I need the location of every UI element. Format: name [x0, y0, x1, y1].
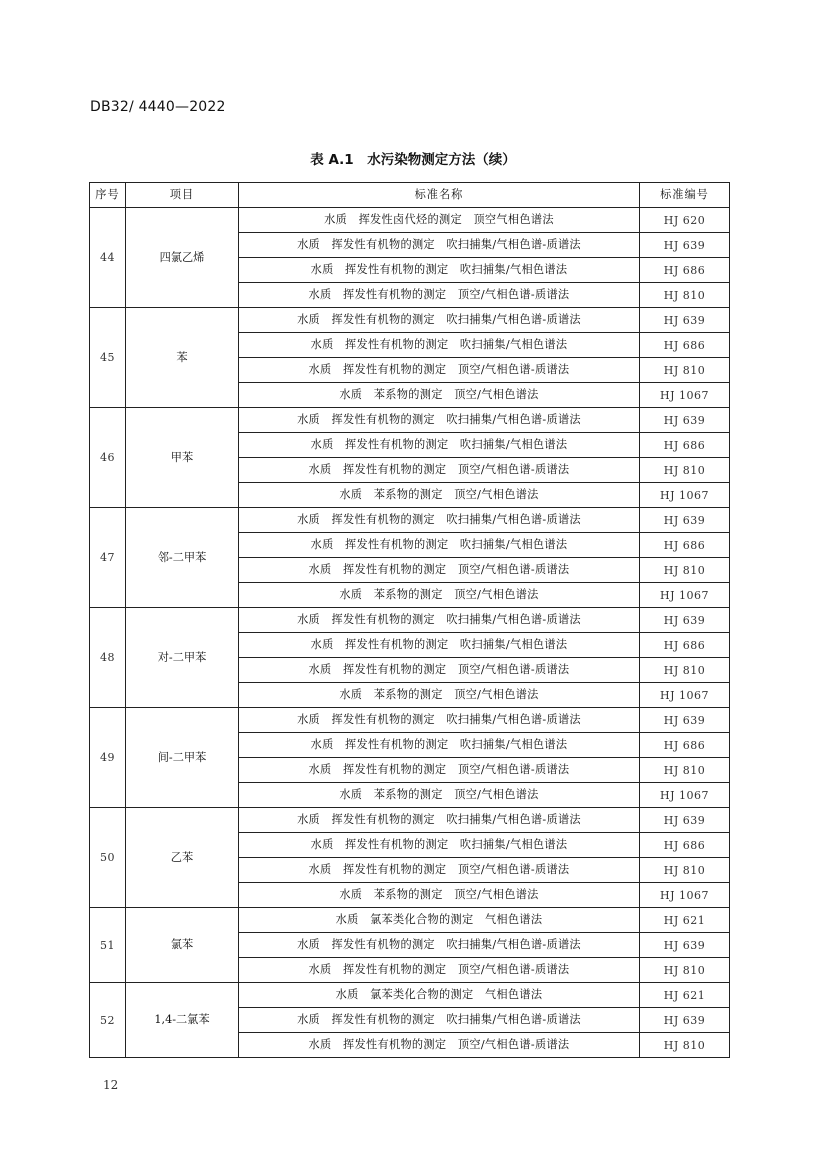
standard-code: HJ 1067 [640, 583, 730, 608]
row-number: 51 [90, 908, 126, 983]
standard-name: 水质 苯系物的测定 顶空/气相色谱法 [239, 483, 640, 508]
table-row [90, 208, 730, 233]
standard-code: HJ 810 [640, 558, 730, 583]
standard-name: 水质 挥发性有机物的测定 吹扫捕集/气相色谱-质谱法 [239, 508, 640, 533]
row-number: 49 [90, 708, 126, 808]
standard-code: HJ 810 [640, 458, 730, 483]
standards-table [89, 182, 730, 1058]
standard-name: 水质 挥发性有机物的测定 吹扫捕集/气相色谱法 [239, 333, 640, 358]
standard-name: 水质 挥发性有机物的测定 顶空/气相色谱-质谱法 [239, 458, 640, 483]
standard-code: HJ 810 [640, 1033, 730, 1058]
pollutant-item: 邻-二甲苯 [126, 508, 239, 608]
standard-name: 水质 挥发性有机物的测定 吹扫捕集/气相色谱-质谱法 [239, 608, 640, 633]
col-header-item: 项目 [126, 183, 239, 208]
standard-code: HJ 686 [640, 333, 730, 358]
page-number: 12 [103, 1078, 119, 1092]
standard-code: HJ 810 [640, 658, 730, 683]
row-number: 52 [90, 983, 126, 1058]
pollutant-item: 间-二甲苯 [126, 708, 239, 808]
standard-code: HJ 1067 [640, 683, 730, 708]
standard-code: HJ 686 [640, 258, 730, 283]
document-code: DB32/ 4440—2022 [90, 99, 226, 115]
standard-name: 水质 挥发性有机物的测定 顶空/气相色谱-质谱法 [239, 558, 640, 583]
standard-name: 水质 挥发性卤代烃的测定 顶空气相色谱法 [239, 208, 640, 233]
standard-code: HJ 1067 [640, 483, 730, 508]
standard-name: 水质 苯系物的测定 顶空/气相色谱法 [239, 583, 640, 608]
pollutant-item: 四氯乙烯 [126, 208, 239, 308]
standard-code: HJ 686 [640, 833, 730, 858]
standard-code: HJ 686 [640, 433, 730, 458]
standard-code: HJ 639 [640, 1008, 730, 1033]
table-row [90, 983, 730, 1008]
standard-name: 水质 苯系物的测定 顶空/气相色谱法 [239, 883, 640, 908]
col-header-standard-code: 标准编号 [640, 183, 730, 208]
standard-name: 水质 苯系物的测定 顶空/气相色谱法 [239, 783, 640, 808]
standard-code: HJ 810 [640, 283, 730, 308]
table-row [90, 708, 730, 733]
standard-name: 水质 挥发性有机物的测定 吹扫捕集/气相色谱法 [239, 733, 640, 758]
table-row [90, 508, 730, 533]
standard-name: 水质 挥发性有机物的测定 吹扫捕集/气相色谱法 [239, 433, 640, 458]
standard-code: HJ 639 [640, 933, 730, 958]
pollutant-item: 1,4-二氯苯 [126, 983, 239, 1058]
standard-code: HJ 686 [640, 733, 730, 758]
standard-code: HJ 639 [640, 408, 730, 433]
standard-code: HJ 639 [640, 308, 730, 333]
standard-name: 水质 氯苯类化合物的测定 气相色谱法 [239, 908, 640, 933]
standard-code: HJ 639 [640, 708, 730, 733]
standard-name: 水质 挥发性有机物的测定 吹扫捕集/气相色谱法 [239, 258, 640, 283]
standard-code: HJ 810 [640, 758, 730, 783]
standard-name: 水质 挥发性有机物的测定 吹扫捕集/气相色谱-质谱法 [239, 408, 640, 433]
col-header-standard-name: 标准名称 [239, 183, 640, 208]
standard-name: 水质 挥发性有机物的测定 顶空/气相色谱-质谱法 [239, 1033, 640, 1058]
standard-name: 水质 挥发性有机物的测定 顶空/气相色谱-质谱法 [239, 858, 640, 883]
standard-name: 水质 挥发性有机物的测定 吹扫捕集/气相色谱法 [239, 833, 640, 858]
standard-name: 水质 挥发性有机物的测定 吹扫捕集/气相色谱-质谱法 [239, 708, 640, 733]
standard-name: 水质 挥发性有机物的测定 吹扫捕集/气相色谱-质谱法 [239, 933, 640, 958]
standard-name: 水质 挥发性有机物的测定 吹扫捕集/气相色谱-质谱法 [239, 233, 640, 258]
table-title: 表 A.1 水污染物测定方法（续） [310, 152, 516, 168]
table-header-row [90, 183, 730, 208]
standard-name: 水质 挥发性有机物的测定 吹扫捕集/气相色谱法 [239, 633, 640, 658]
row-number: 48 [90, 608, 126, 708]
standard-code: HJ 639 [640, 508, 730, 533]
table-body [90, 208, 730, 1058]
standard-name: 水质 挥发性有机物的测定 顶空/气相色谱-质谱法 [239, 658, 640, 683]
standard-name: 水质 挥发性有机物的测定 顶空/气相色谱-质谱法 [239, 758, 640, 783]
standard-code: HJ 686 [640, 633, 730, 658]
standard-code: HJ 1067 [640, 383, 730, 408]
standard-name: 水质 挥发性有机物的测定 吹扫捕集/气相色谱法 [239, 533, 640, 558]
standard-code: HJ 686 [640, 533, 730, 558]
standard-code: HJ 1067 [640, 883, 730, 908]
pollutant-item: 对-二甲苯 [126, 608, 239, 708]
standard-code: HJ 810 [640, 958, 730, 983]
standard-code: HJ 621 [640, 983, 730, 1008]
table-row [90, 808, 730, 833]
standard-code: HJ 621 [640, 908, 730, 933]
standard-code: HJ 1067 [640, 783, 730, 808]
standard-name: 水质 挥发性有机物的测定 顶空/气相色谱-质谱法 [239, 958, 640, 983]
standard-name: 水质 挥发性有机物的测定 吹扫捕集/气相色谱-质谱法 [239, 808, 640, 833]
pollutant-item: 甲苯 [126, 408, 239, 508]
standard-code: HJ 639 [640, 233, 730, 258]
pollutant-item: 苯 [126, 308, 239, 408]
standard-name: 水质 挥发性有机物的测定 顶空/气相色谱-质谱法 [239, 358, 640, 383]
standard-name: 水质 氯苯类化合物的测定 气相色谱法 [239, 983, 640, 1008]
standard-name: 水质 挥发性有机物的测定 顶空/气相色谱-质谱法 [239, 283, 640, 308]
standard-name: 水质 苯系物的测定 顶空/气相色谱法 [239, 683, 640, 708]
standard-code: HJ 620 [640, 208, 730, 233]
standard-name: 水质 挥发性有机物的测定 吹扫捕集/气相色谱-质谱法 [239, 308, 640, 333]
row-number: 47 [90, 508, 126, 608]
table-row [90, 608, 730, 633]
table-row [90, 908, 730, 933]
row-number: 50 [90, 808, 126, 908]
col-header-number: 序号 [90, 183, 126, 208]
standard-code: HJ 639 [640, 808, 730, 833]
standard-code: HJ 810 [640, 358, 730, 383]
pollutant-item: 氯苯 [126, 908, 239, 983]
standard-code: HJ 639 [640, 608, 730, 633]
table-row [90, 408, 730, 433]
table-row [90, 308, 730, 333]
row-number: 46 [90, 408, 126, 508]
standard-name: 水质 苯系物的测定 顶空/气相色谱法 [239, 383, 640, 408]
row-number: 44 [90, 208, 126, 308]
pollutant-item: 乙苯 [126, 808, 239, 908]
row-number: 45 [90, 308, 126, 408]
standard-name: 水质 挥发性有机物的测定 吹扫捕集/气相色谱-质谱法 [239, 1008, 640, 1033]
standard-code: HJ 810 [640, 858, 730, 883]
